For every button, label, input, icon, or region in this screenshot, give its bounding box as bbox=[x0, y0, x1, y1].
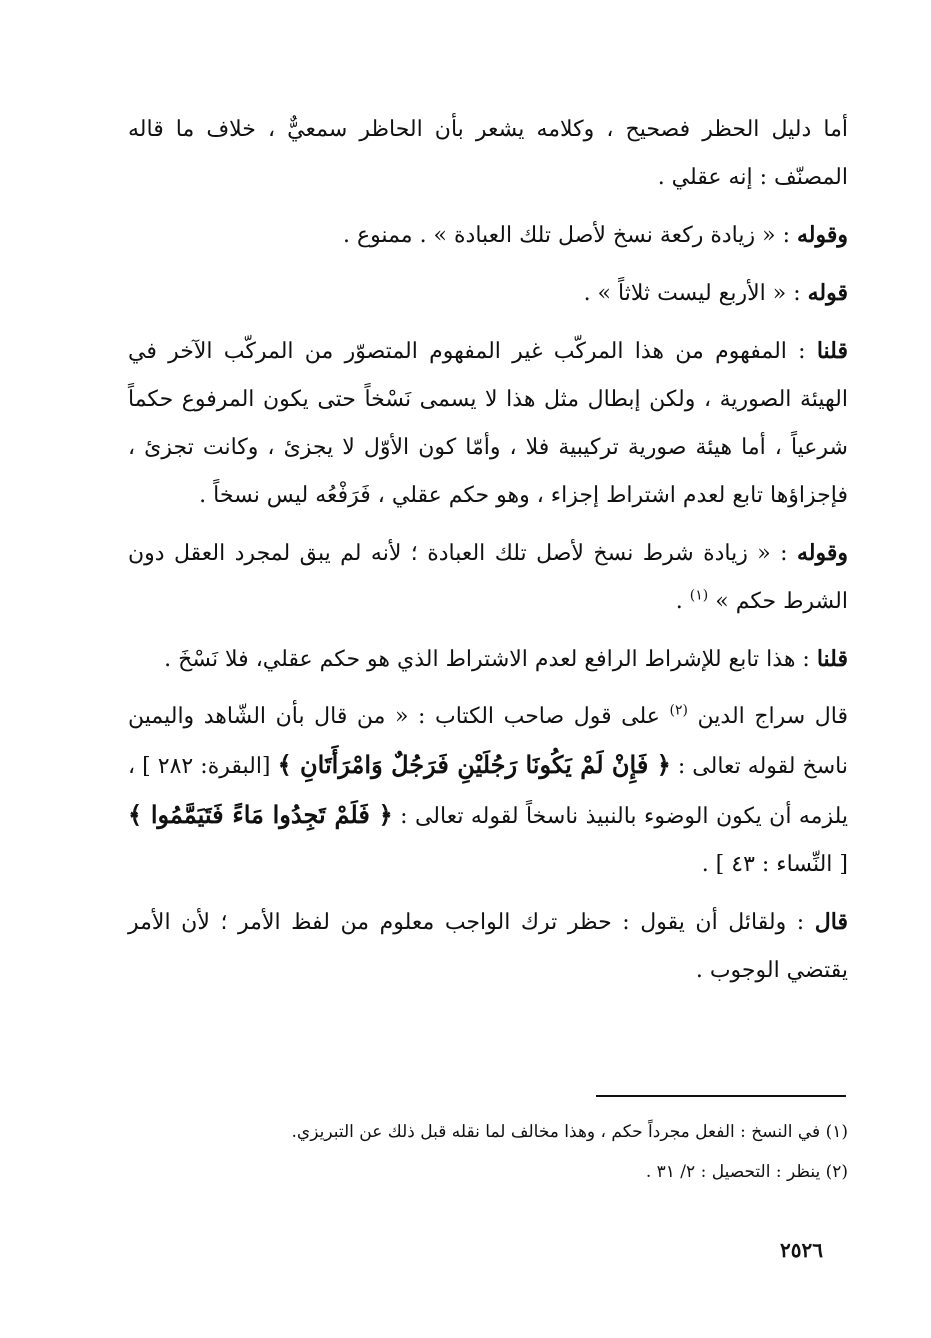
footnote-marker-1: (١) bbox=[689, 587, 709, 604]
paragraph-3 bbox=[128, 269, 848, 318]
footnotes bbox=[128, 1112, 848, 1192]
paragraph-text: أما دليل الحظر فصحيح ، وكلامه يشعر بأن الحاظر سمعيٌّ ، خلاف ما قاله المصنّف : إنه عقلي . bbox=[128, 117, 848, 190]
quran-verse-2: ﴿ فَلَمْ تَجِدُوا مَاءً فَتَيَمَّمُوا ﴾ bbox=[128, 800, 393, 829]
siraj-quote: على قول صاحب الكتاب : « من قال بأن الشّاهد واليمين ناسخ لقوله تعالى : bbox=[128, 704, 848, 779]
paragraph-lead: قال bbox=[814, 909, 848, 935]
siraj-intro: قال سراج الدين bbox=[687, 704, 848, 729]
verse-reference-2: [ النِّساء : ٤٣ ] . bbox=[701, 852, 848, 877]
paragraph-siraj bbox=[128, 693, 848, 889]
paragraph-text: : « الأربع ليست ثلاثاً » . bbox=[583, 281, 808, 306]
paragraph-lead: قوله bbox=[807, 280, 848, 306]
paragraph-tail: . bbox=[675, 589, 690, 614]
paragraph-text: : هذا تابع للإشراط الرافع لعدم الاشتراط الذي هو حكم عقلي، فلا نَسْخَ . bbox=[164, 647, 817, 672]
paragraph-text: : « زيادة شرط نسخ لأصل تلك العبادة ؛ لأنه لم يبق لمجرد العقل دون الشرط حكم » bbox=[128, 541, 848, 614]
paragraph-text: : « زيادة ركعة نسخ لأصل تلك العبادة » . ممنوع . bbox=[342, 223, 797, 248]
paragraph-1 bbox=[128, 105, 848, 202]
paragraph-4 bbox=[128, 327, 848, 520]
paragraph-text: : المفهوم من هذا المركّب غير المفهوم المتصوّر من المركّب الآخر في الهيئة الصورية ، ولكن إبطال مثل هذا لا يسمى نَسْخاً حتى يكون المرفوع حكماً شرعياً ، أما هيئة صورية تركيبية فلا ، وأمّا كون الأوّل لا يجزئ ، وكانت تجزئ ، فإجزاؤها تابع لعدم اشتراط إجزاء ، وهو حكم عقلي ، فَرَفْعُه ليس نسخاً . bbox=[128, 339, 848, 508]
paragraph-2 bbox=[128, 211, 848, 260]
paragraph-lead: قلنا bbox=[816, 338, 848, 364]
paragraph-5 bbox=[128, 529, 848, 626]
paragraph-text: : ولقائل أن يقول : حظر ترك الواجب معلوم من لفظ الأمر ؛ لأن الأمر يقتضي الوجوب . bbox=[128, 910, 848, 983]
quran-verse-1: ﴿ فَإِنْ لَمْ يَكُونَا رَجُلَيْنِ فَرَجُلٌ وَامْرَأَتَانِ ﴾ bbox=[277, 750, 671, 779]
verse-reference-1: [البقرة: ٢٨٢ ] ، يلزمه أن يكون الوضوء بالنبيذ ناسخاً لقوله تعالى : bbox=[128, 754, 849, 829]
footnote-1: (١) في النسخ : الفعل مجرداً حكم ، وهذا مخالف لما نقله قبل ذلك عن التبريزي. bbox=[291, 1122, 848, 1142]
paragraph-lead: قلنا bbox=[816, 646, 848, 672]
footnote-divider bbox=[596, 1095, 846, 1097]
page-number: ٢٥٢٦ bbox=[780, 1238, 823, 1262]
paragraph-lead: وقوله bbox=[796, 222, 848, 248]
paragraph-lead: وقوله bbox=[796, 540, 848, 566]
footnote-2: (٢) ينظر : التحصيل : ٢/ ٣١ . bbox=[645, 1162, 848, 1182]
footnote-marker-2: (٢) bbox=[669, 702, 688, 719]
paragraph-last bbox=[128, 898, 848, 995]
paragraph-6 bbox=[128, 635, 848, 684]
main-text bbox=[128, 105, 848, 1004]
